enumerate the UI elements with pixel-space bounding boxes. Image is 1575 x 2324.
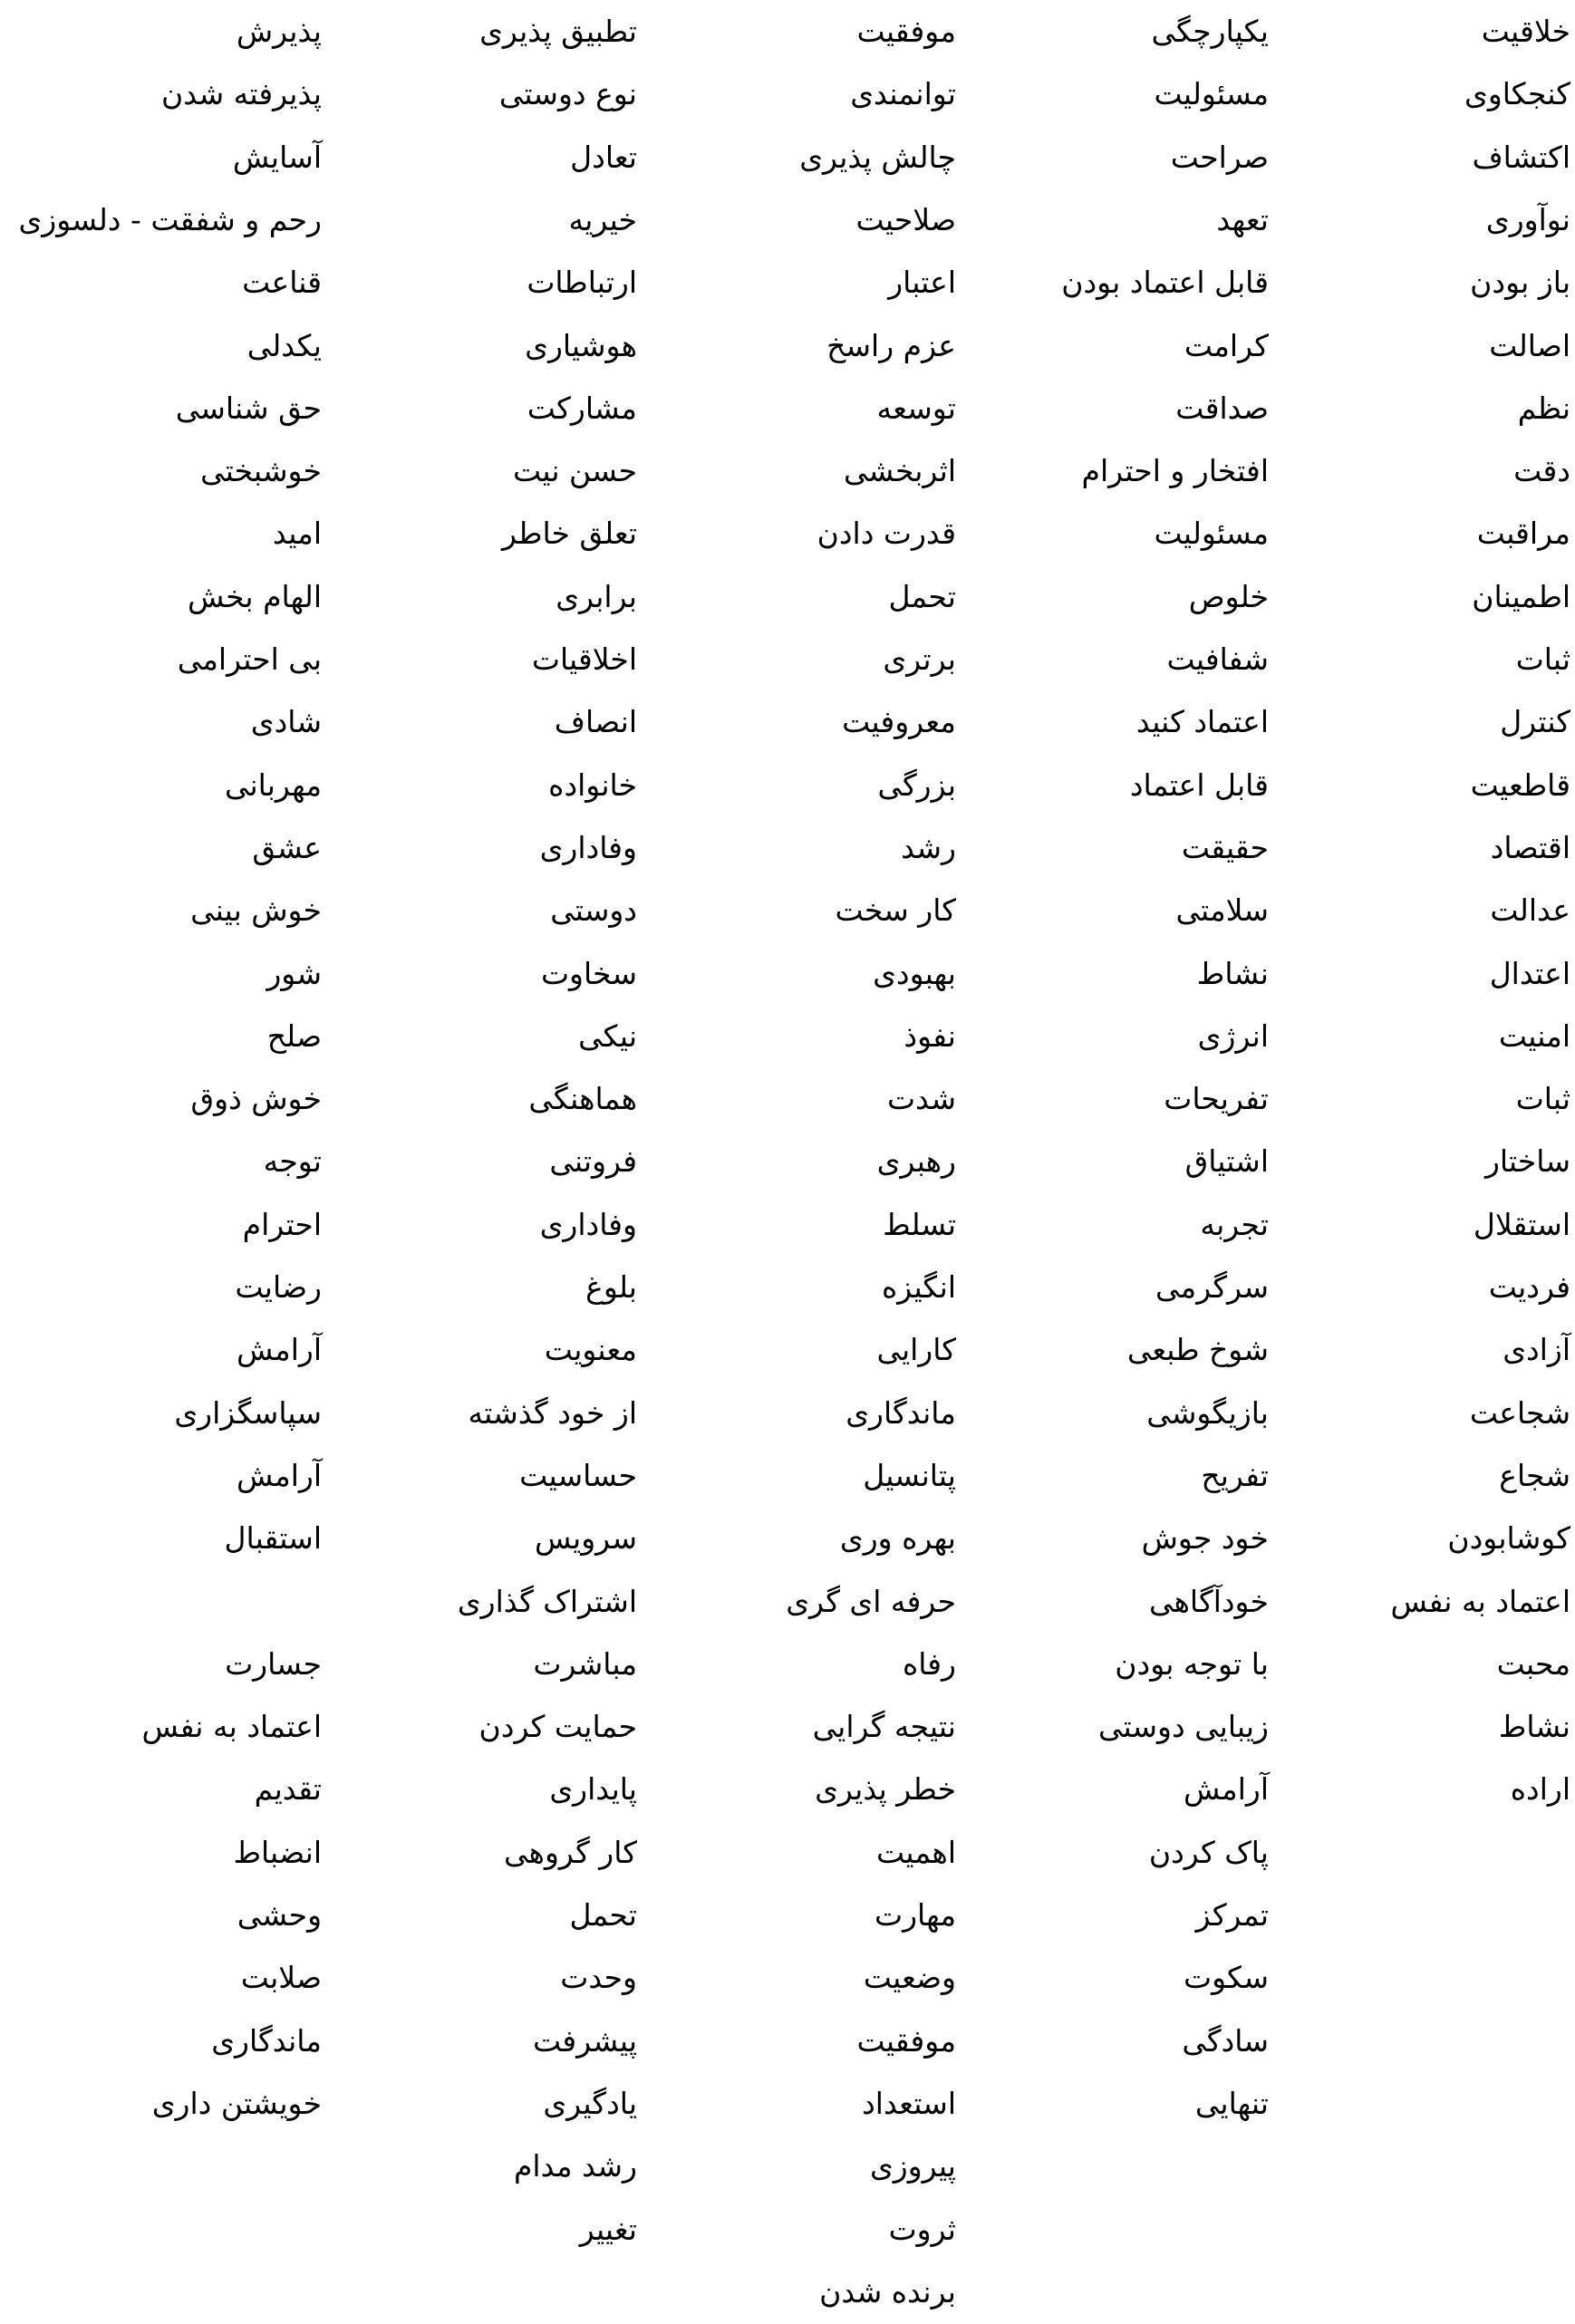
word-item: مشارکت bbox=[527, 390, 637, 426]
word-item: چالش پذیری bbox=[799, 139, 956, 175]
word-item: آسایش bbox=[232, 139, 322, 175]
word-item: خانواده bbox=[548, 767, 637, 803]
word-item: کنجکاوی bbox=[1464, 76, 1570, 112]
word-item: مراقبت bbox=[1476, 516, 1570, 552]
word-item: یادگیری bbox=[543, 2085, 637, 2121]
word-item: الهام بخش bbox=[188, 578, 322, 614]
word-item: فروتنی bbox=[549, 1143, 637, 1180]
word-item: اهمیت bbox=[875, 1834, 956, 1870]
word-item: تفریح bbox=[1201, 1457, 1269, 1493]
word-item: رشد مدام bbox=[514, 2148, 637, 2184]
word-item: افتخار و احترام bbox=[1081, 453, 1269, 489]
word-item: قابل اعتماد bbox=[1129, 767, 1269, 803]
word-item: از خود گذشته bbox=[468, 1394, 637, 1431]
word-item: موفقیت bbox=[856, 2022, 956, 2059]
word-item: یکدلی bbox=[246, 327, 322, 363]
word-item: اعتبار bbox=[888, 265, 956, 301]
word-item: تحمل bbox=[569, 1897, 637, 1933]
word-item: با توجه بودن bbox=[1115, 1645, 1269, 1682]
word-item: تنهایی bbox=[1194, 2085, 1269, 2121]
word-item: پیروزی bbox=[869, 2148, 956, 2184]
word-item: توانمندی bbox=[850, 76, 956, 112]
word-item: شور bbox=[266, 955, 322, 991]
word-item: تعلق خاطر bbox=[502, 516, 637, 552]
word-item: پذیرش bbox=[236, 14, 322, 49]
word-item: استقبال bbox=[224, 1520, 322, 1557]
word-item: صداقت bbox=[1175, 390, 1269, 426]
word-item: حقیقت bbox=[1181, 829, 1269, 865]
word-item: قاطعیت bbox=[1470, 767, 1570, 803]
word-item: انضباط bbox=[233, 1834, 322, 1870]
word-item: مباشرت bbox=[533, 1645, 637, 1682]
word-item: اشتراک گذاری bbox=[457, 1583, 637, 1619]
word-item: حساسیت bbox=[519, 1457, 637, 1493]
word-item: نظم bbox=[1517, 390, 1570, 426]
word-item: سپاسگزاری bbox=[174, 1394, 322, 1431]
word-item: اعتدال bbox=[1489, 955, 1570, 991]
word-item: خودآگاهی bbox=[1149, 1583, 1269, 1619]
word-item: تمرکز bbox=[1195, 1897, 1269, 1933]
word-item: خویشتن داری bbox=[151, 2085, 322, 2121]
word-item: سرویس bbox=[534, 1520, 637, 1557]
word-item: شجاع bbox=[1499, 1457, 1570, 1493]
word-item: اخلاقیات bbox=[531, 641, 637, 677]
word-item: اعتماد به نفس bbox=[1390, 1583, 1570, 1619]
word-item: سرگرمی bbox=[1155, 1269, 1269, 1305]
word-item: خلوص bbox=[1188, 578, 1269, 614]
word-item: نشاط bbox=[1498, 1709, 1570, 1745]
word-item: رشد bbox=[901, 829, 956, 865]
word-item: وحدت bbox=[560, 1960, 637, 1996]
word-item: تعهد bbox=[1216, 201, 1269, 237]
word-item: وفاداری bbox=[539, 1206, 637, 1242]
word-item: پاک کردن bbox=[1148, 1834, 1269, 1870]
word-item: محبت bbox=[1496, 1645, 1570, 1682]
word-item: وحشی bbox=[237, 1897, 322, 1933]
word-item: رفاه bbox=[902, 1645, 956, 1682]
word-item: دقت bbox=[1513, 453, 1570, 489]
word-item: باز بودن bbox=[1470, 265, 1570, 301]
word-item: ثبات bbox=[1515, 1081, 1570, 1117]
word-item: نفوذ bbox=[903, 1017, 956, 1054]
word-item: خوشبختی bbox=[200, 453, 322, 489]
word-item: اصالت bbox=[1489, 327, 1570, 363]
word-item: سخاوت bbox=[540, 955, 637, 991]
word-item: انصاف bbox=[554, 704, 637, 740]
word-item: هماهنگی bbox=[528, 1081, 637, 1117]
word-item: توجه bbox=[263, 1143, 322, 1180]
word-item: صلح bbox=[266, 1017, 322, 1054]
word-item: امنیت bbox=[1498, 1017, 1570, 1054]
word-item: اکتشاف bbox=[1472, 139, 1570, 175]
word-item: حق شناسی bbox=[175, 390, 322, 426]
word-item: فردیت bbox=[1488, 1269, 1570, 1305]
word-item: مهربانی bbox=[224, 767, 322, 803]
word-item: برنده شدن bbox=[819, 2273, 956, 2310]
word-item: تغییر bbox=[579, 2211, 637, 2247]
word-item: تطبیق پذیری bbox=[479, 14, 637, 49]
word-item: حرفه ای گری bbox=[786, 1583, 956, 1619]
word-item: سکوت bbox=[1184, 1960, 1269, 1996]
word-item: اعتماد به نفس bbox=[141, 1709, 322, 1745]
word-item: حسن نیت bbox=[513, 453, 637, 489]
word-item: انرژی bbox=[1197, 1017, 1269, 1054]
word-item: اراده bbox=[1510, 1771, 1570, 1808]
word-item: آرامش bbox=[1183, 1771, 1269, 1808]
word-item: کنترل bbox=[1500, 704, 1570, 740]
word-item: کوشابودن bbox=[1447, 1520, 1570, 1557]
word-item: دوستی bbox=[550, 892, 637, 929]
word-item: هوشیاری bbox=[525, 327, 637, 363]
word-item: قابل اعتماد بودن bbox=[1061, 265, 1269, 301]
word-item: امید bbox=[272, 516, 322, 552]
word-item: خلاقیت bbox=[1481, 14, 1570, 49]
word-item: خود جوش bbox=[1141, 1520, 1269, 1557]
word-item: تقدیم bbox=[254, 1771, 322, 1808]
word-item: استقلال bbox=[1473, 1206, 1570, 1242]
word-item: خوش ذوق bbox=[190, 1081, 322, 1117]
word-item: کرامت bbox=[1184, 327, 1269, 363]
word-item: مسئولیت bbox=[1154, 76, 1269, 112]
word-item: عدالت bbox=[1490, 892, 1570, 929]
word-item: مهارت bbox=[874, 1897, 956, 1933]
word-item: رضایت bbox=[235, 1269, 322, 1305]
word-item: وفاداری bbox=[539, 829, 637, 865]
word-item: عشق bbox=[252, 829, 322, 865]
word-item: وضعیت bbox=[863, 1960, 956, 1996]
word-item: پتانسیل bbox=[863, 1457, 956, 1493]
word-item: صلاحیت bbox=[855, 201, 956, 237]
word-item: اثربخشی bbox=[844, 453, 956, 489]
word-item: موفقیت bbox=[856, 14, 956, 49]
word-item: شجاعت bbox=[1469, 1394, 1570, 1431]
word-item: کار گروهی bbox=[504, 1834, 637, 1870]
word-item: صلابت bbox=[240, 1960, 322, 1996]
word-item: بازیگوشی bbox=[1146, 1394, 1269, 1431]
word-item: پذیرفته شدن bbox=[160, 76, 322, 112]
word-item: بلوغ bbox=[585, 1269, 637, 1305]
word-item: اشتیاق bbox=[1184, 1143, 1269, 1180]
word-item: تسلط bbox=[883, 1206, 956, 1242]
word-item: انگیزه bbox=[881, 1269, 956, 1305]
word-item: برتری bbox=[883, 641, 956, 677]
word-item: آزادی bbox=[1503, 1332, 1570, 1368]
word-item: اطمینان bbox=[1472, 578, 1570, 614]
word-item: کار سخت bbox=[835, 892, 956, 929]
word-item: حمایت کردن bbox=[478, 1709, 637, 1745]
word-item: شوخ طبعی bbox=[1126, 1332, 1269, 1368]
word-item: تحمل bbox=[888, 578, 956, 614]
word-item: تعادل bbox=[570, 139, 637, 175]
word-item: مسئولیت bbox=[1154, 516, 1269, 552]
word-item: تجربه bbox=[1200, 1206, 1269, 1242]
word-item: تفریحات bbox=[1164, 1081, 1269, 1117]
word-item: رحم و شفقت - دلسوزی bbox=[18, 201, 322, 237]
word-item: یکپارچگی bbox=[1151, 14, 1269, 49]
word-item: جسارت bbox=[225, 1645, 322, 1682]
word-item: ماندگاری bbox=[211, 2022, 322, 2059]
word-item: معروفیت bbox=[842, 704, 956, 740]
word-item: اقتصاد bbox=[1490, 829, 1570, 865]
word-item: پیشرفت bbox=[533, 2022, 637, 2059]
word-item: احترام bbox=[242, 1206, 322, 1242]
word-item: کارایی bbox=[876, 1332, 956, 1368]
word-item: شفافیت bbox=[1166, 641, 1269, 677]
word-item: سادگی bbox=[1182, 2022, 1269, 2059]
word-item: خیریه bbox=[568, 201, 637, 237]
word-item: عزم راسخ bbox=[826, 327, 956, 363]
word-item: ثروت bbox=[888, 2211, 956, 2247]
word-item: زیبایی دوستی bbox=[1097, 1709, 1269, 1745]
word-item: آرامش bbox=[236, 1457, 322, 1493]
word-item: خوش بینی bbox=[190, 892, 322, 929]
word-item: توسعه bbox=[876, 390, 956, 426]
word-item: شادی bbox=[250, 704, 322, 740]
word-item: قناعت bbox=[242, 265, 322, 301]
word-item: آرامش bbox=[236, 1332, 322, 1368]
word-item: رهبری bbox=[876, 1143, 956, 1180]
word-item: بهبودی bbox=[873, 955, 956, 991]
word-item: اعتماد کنید bbox=[1135, 704, 1269, 740]
word-item: ارتباطات bbox=[527, 265, 637, 301]
word-item: نیکی bbox=[578, 1017, 637, 1054]
word-item: نوآوری bbox=[1485, 201, 1570, 237]
word-item: نتیجه گرایی bbox=[812, 1709, 956, 1745]
word-item: بی احترامی bbox=[177, 641, 322, 677]
word-item: سلامتی bbox=[1175, 892, 1269, 929]
word-item: ساختار bbox=[1484, 1143, 1570, 1180]
word-item: قدرت دادن bbox=[816, 516, 956, 552]
word-item: نوع دوستی bbox=[498, 76, 637, 112]
word-item: نشاط bbox=[1196, 955, 1269, 991]
word-item: بزرگی bbox=[877, 767, 956, 803]
word-item: شدت bbox=[886, 1081, 956, 1117]
word-item: ثبات bbox=[1515, 641, 1570, 677]
word-item: معنویت bbox=[544, 1332, 637, 1368]
word-item: برابری bbox=[556, 578, 637, 614]
word-item: پایداری bbox=[549, 1771, 637, 1808]
word-item: بهره وری bbox=[839, 1520, 956, 1557]
word-item: ماندگاری bbox=[845, 1394, 956, 1431]
word-item: استعداد bbox=[862, 2085, 956, 2121]
word-item: صراحت bbox=[1170, 139, 1269, 175]
word-item: خطر پذیری bbox=[815, 1771, 956, 1808]
